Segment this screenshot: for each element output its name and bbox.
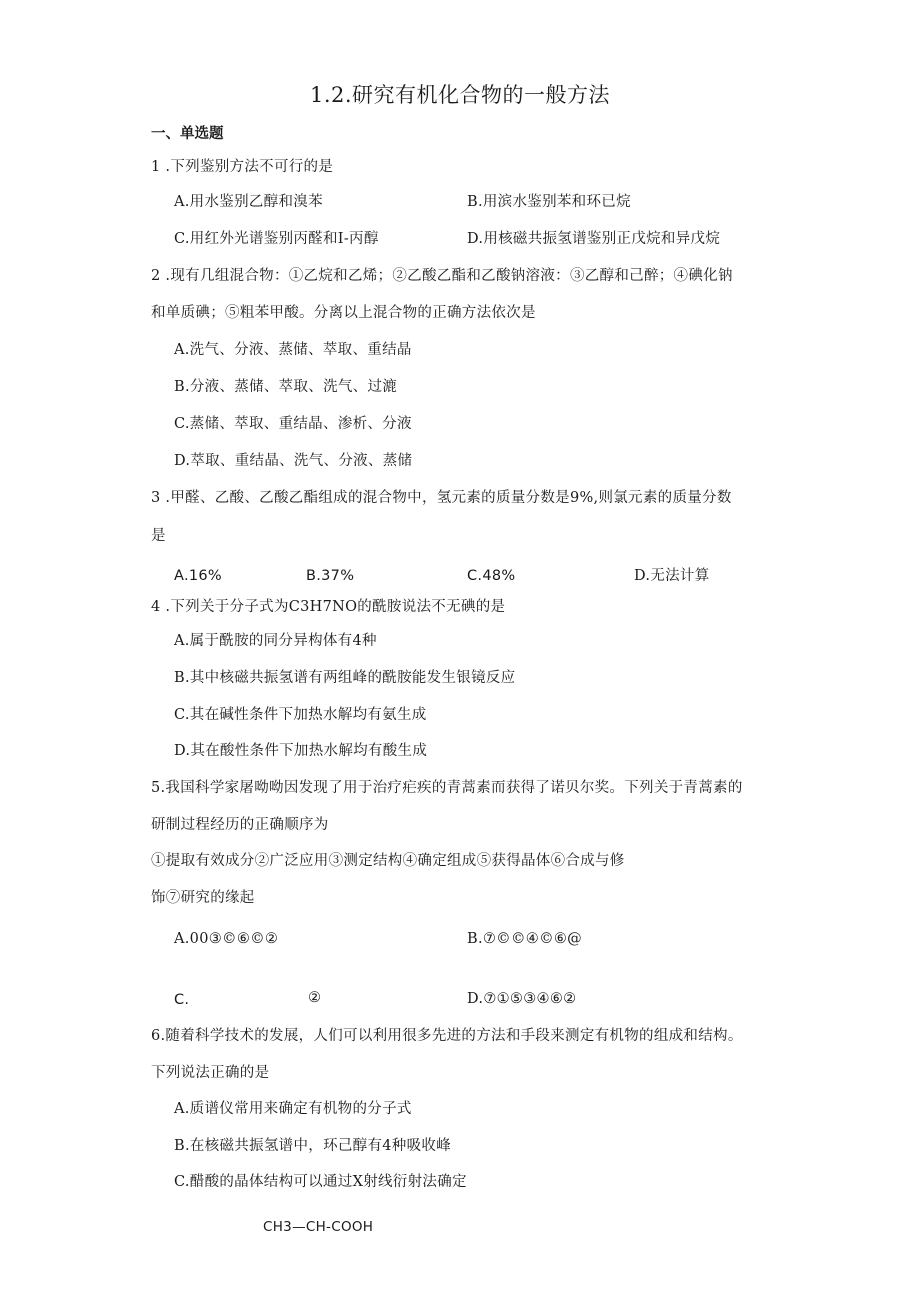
- q5-option-b: B.⑦©©④©⑥@: [467, 931, 582, 947]
- q4-option-b: B.其中核磁共振氢谱有两组峰的酰胺能发生银镜反应: [174, 670, 516, 686]
- q1-stem: 1 .下列鉴别方法不可行的是: [151, 159, 334, 175]
- q1-option-c: C.用红外光谱鉴别丙醛和I-丙醇: [174, 231, 379, 247]
- q6-option-c: C.醋酸的晶体结构可以通过X射线衍射法确定: [174, 1174, 467, 1190]
- page-title: 1.2.研究有机化合物的一般方法: [309, 83, 611, 107]
- q1-option-b: B.用滨水鉴别苯和环已烷: [467, 194, 631, 210]
- q6-option-b: B.在核磁共振氢谱中，环己醇有4种吸收峰: [174, 1138, 451, 1154]
- q2-option-a: A.洗气、分液、蒸储、萃取、重结晶: [174, 342, 412, 358]
- section-heading: 一、单选题: [151, 126, 224, 142]
- q5-stem-line1: 5.我国科学家屠呦呦因发现了用于治疗疟疾的青蒿素而获得了诺贝尔奖。下列关于青蒿素的: [151, 780, 743, 796]
- q3-option-b: B.37%: [306, 568, 355, 584]
- q6-stem-line1: 6.随着科学技术的发展，人们可以利用很多先进的方法和手段来测定有机物的组成和结构。: [151, 1028, 743, 1044]
- q6-stem-line2: 下列说法正确的是: [151, 1065, 270, 1081]
- q3-option-d: D.无法计算: [634, 568, 710, 584]
- q3-stem-line2: 是: [151, 528, 166, 544]
- q2-option-d: D.萃取、重结晶、洗气、分液、蒸储: [174, 453, 413, 469]
- q5-option-c-value: ②: [308, 990, 322, 1006]
- q1-option-a: A.用水鉴别乙醇和溴苯: [174, 194, 323, 210]
- q4-option-c: C.其在碱性条件下加热水解均有氨生成: [174, 707, 427, 723]
- q2-option-c: C.蒸储、萃取、重结晶、渗析、分液: [174, 416, 412, 432]
- q3-stem-line1: 3 .甲醛、乙酸、乙酸乙酯组成的混合物中，氢元素的质量分数是9%,则氯元素的质量分数: [151, 490, 732, 506]
- q5-option-d: D.⑦①⑤③④⑥②: [467, 991, 577, 1007]
- q5-stem-line4: 饰⑦研究的缘起: [151, 890, 255, 906]
- q6-option-a: A.质谱仪常用来确定有机物的分子式: [174, 1101, 412, 1117]
- q5-stem-line2: 研制过程经历的正确顺序为: [151, 817, 329, 833]
- q2-option-b: B.分液、蒸储、萃取、洗气、过漉: [174, 379, 398, 395]
- q6-formula: CH3—CH-COOH: [263, 1219, 374, 1235]
- q4-stem: 4 .下列关于分子式为C3H7NO的酰胺说法不无碘的是: [151, 599, 506, 615]
- q1-option-d: D.用核磁共振氢谱鉴别正戊烷和异戊烷: [467, 231, 721, 247]
- q2-stem-line2: 和单质碘；⑤粗苯甲酸。分离以上混合物的正确方法依次是: [151, 305, 536, 321]
- q5-option-a: A.00③©⑥©②: [174, 931, 279, 947]
- q3-option-a: A.16%: [174, 568, 223, 584]
- q2-stem-line1: 2 .现有几组混合物：①乙烷和乙烯；②乙酸乙酯和乙酸钠溶液：③乙醇和己醉；④碘化钠: [151, 268, 733, 284]
- q4-option-d: D.其在酸性条件下加热水解均有酸生成: [174, 743, 428, 759]
- q5-stem-line3: ①提取有效成分②广泛应用③测定结构④确定组成⑤获得晶体⑥合成与修: [151, 853, 625, 869]
- q4-option-a: A.属于酰胺的同分异构体有4种: [174, 633, 377, 649]
- q5-option-c-label: C.: [174, 992, 190, 1008]
- q3-option-c: C.48%: [467, 568, 516, 584]
